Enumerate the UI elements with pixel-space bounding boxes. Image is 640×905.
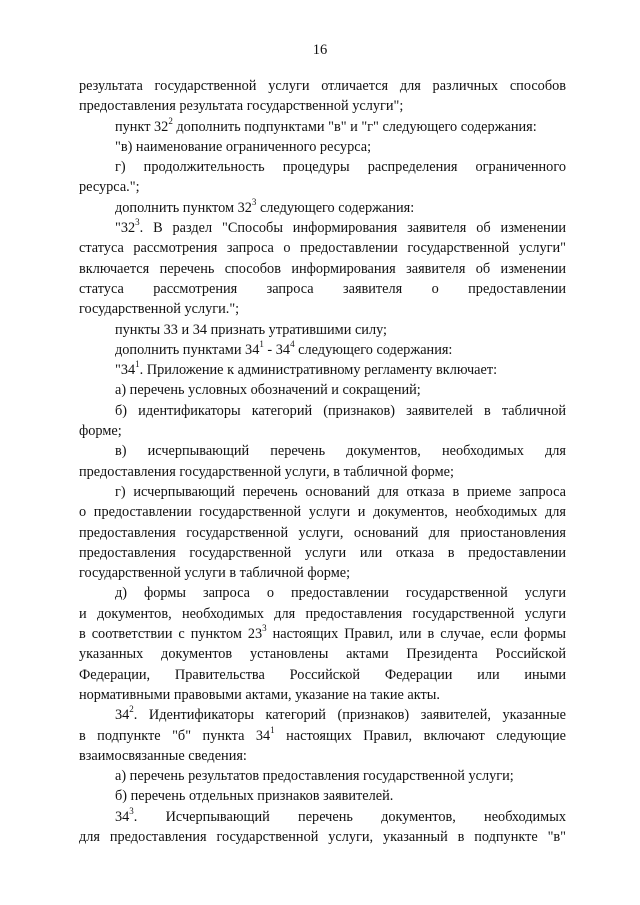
text-line: пункты 33 и 34 признать утратившими силу; — [115, 321, 388, 338]
superscript: 1 — [270, 724, 275, 735]
text-line: предоставления государственной услуги или отказа в предоставлении — [79, 544, 566, 561]
text-line: государственной услуги в табличной форме; — [79, 565, 351, 582]
text-segment: в соответствии с пунктом 23 — [79, 626, 263, 643]
text-line: "в) наименование ограниченного ресурса; — [115, 138, 372, 155]
text-line — [79, 198, 566, 218]
superscript: 3 — [251, 197, 257, 208]
superscript: 3 — [135, 217, 140, 228]
text-segment: . Исчерпывающий перечень документов, необходимых — [133, 808, 566, 825]
text-segment: в подпункте "б" пункта 34 — [79, 727, 271, 744]
text-segment: . Идентификаторы категорий (признаков) заявителей, указанные — [133, 707, 566, 724]
text-line: д) формы запроса о предоставлении государственной услуги — [115, 585, 566, 602]
text-line: государственной услуги."; — [79, 301, 240, 318]
text-line: нормативными правовыми актами, указание на такие акты. — [79, 686, 440, 703]
text-line: Федерации, Правительства Российской Федерации или иными — [79, 666, 566, 683]
superscript: 2 — [168, 115, 173, 126]
text-line: б) перечень отдельных признаков заявителей. — [115, 788, 394, 805]
text-line: в) исчерпывающий перечень документов, необходимых для — [115, 443, 566, 460]
text-segment: . В раздел "Способы информирования заявителя об изменении — [139, 220, 566, 237]
text-line: включается перечень способов информирования заявителя об изменении — [79, 260, 566, 277]
text-segment: "34 — [115, 362, 136, 379]
page-number: 16 — [312, 42, 328, 58]
text-line — [79, 624, 566, 644]
text-line: взаимосвязанные сведения: — [79, 747, 247, 764]
text-segment: дополнить подпунктами "в" и "г" следующего содержания: — [172, 118, 537, 135]
text-segment: 34 — [115, 707, 130, 724]
text-line: форме; — [79, 423, 122, 440]
text-line: предоставления государственной услуги, в табличной форме; — [79, 463, 454, 480]
text-line — [79, 726, 566, 746]
text-line: предоставления государственной услуги, оснований для приостановления — [79, 524, 566, 541]
text-segment: пункт 32 — [115, 118, 169, 135]
text-segment: . Приложение к административному регламенту включает: — [139, 362, 498, 379]
text-segment: следующего содержания: — [294, 341, 453, 358]
text-line: статуса рассмотрения запроса заявителя о предоставлении — [79, 280, 566, 297]
text-segment: настоящих Правил, включают следующие — [274, 727, 566, 744]
text-line: указанных документов установлены актами Президента Российской — [79, 646, 566, 663]
text-line: о предоставлении государственной услуги и документов, необходимых для — [79, 504, 566, 521]
text-segment: настоящих Правил, или в случае, если формы — [266, 626, 566, 643]
text-line: а) перечень результатов предоставления государственной услуги; — [115, 768, 514, 785]
text-line: для предоставления государственной услуги, указанный в подпункте "в" — [79, 828, 566, 845]
superscript: 3 — [129, 805, 134, 816]
text-segment: - 34 — [263, 341, 291, 358]
text-line: результата государственной услуги отличается для различных способов — [79, 78, 566, 94]
superscript: 4 — [290, 339, 295, 350]
text-line: предоставления результата государственной услуги"; — [79, 98, 404, 115]
text-line: статуса рассмотрения запроса о предоставлении государственной услуги" — [79, 240, 566, 257]
text-segment: дополнить пунктом 32 — [115, 199, 252, 216]
text-line: г) исчерпывающий перечень оснований для отказа в приеме запроса — [115, 483, 566, 500]
text-segment: "32 — [115, 220, 136, 237]
superscript: 1 — [259, 339, 264, 350]
superscript: 2 — [129, 704, 134, 715]
text-line — [79, 117, 566, 137]
document-body — [79, 76, 566, 847]
text-line — [79, 360, 566, 380]
text-line: г) продолжительность процедуры распределения ограниченного — [115, 159, 566, 176]
text-segment: дополнить пунктами 34 — [115, 341, 260, 358]
text-line: ресурса."; — [79, 179, 140, 196]
text-line — [79, 705, 566, 725]
superscript: 3 — [262, 623, 267, 634]
text-line: и документов, необходимых для предоставления государственной услуги — [79, 605, 566, 622]
text-line — [79, 340, 566, 360]
text-segment: следующего содержания: — [256, 199, 415, 216]
text-line — [79, 218, 566, 238]
text-line — [79, 807, 566, 827]
text-line: а) перечень условных обозначений и сокращений; — [115, 382, 421, 399]
text-line: б) идентификаторы категорий (признаков) заявителей в табличной — [115, 402, 566, 419]
superscript: 1 — [135, 359, 140, 370]
text-segment: 34 — [115, 808, 130, 825]
